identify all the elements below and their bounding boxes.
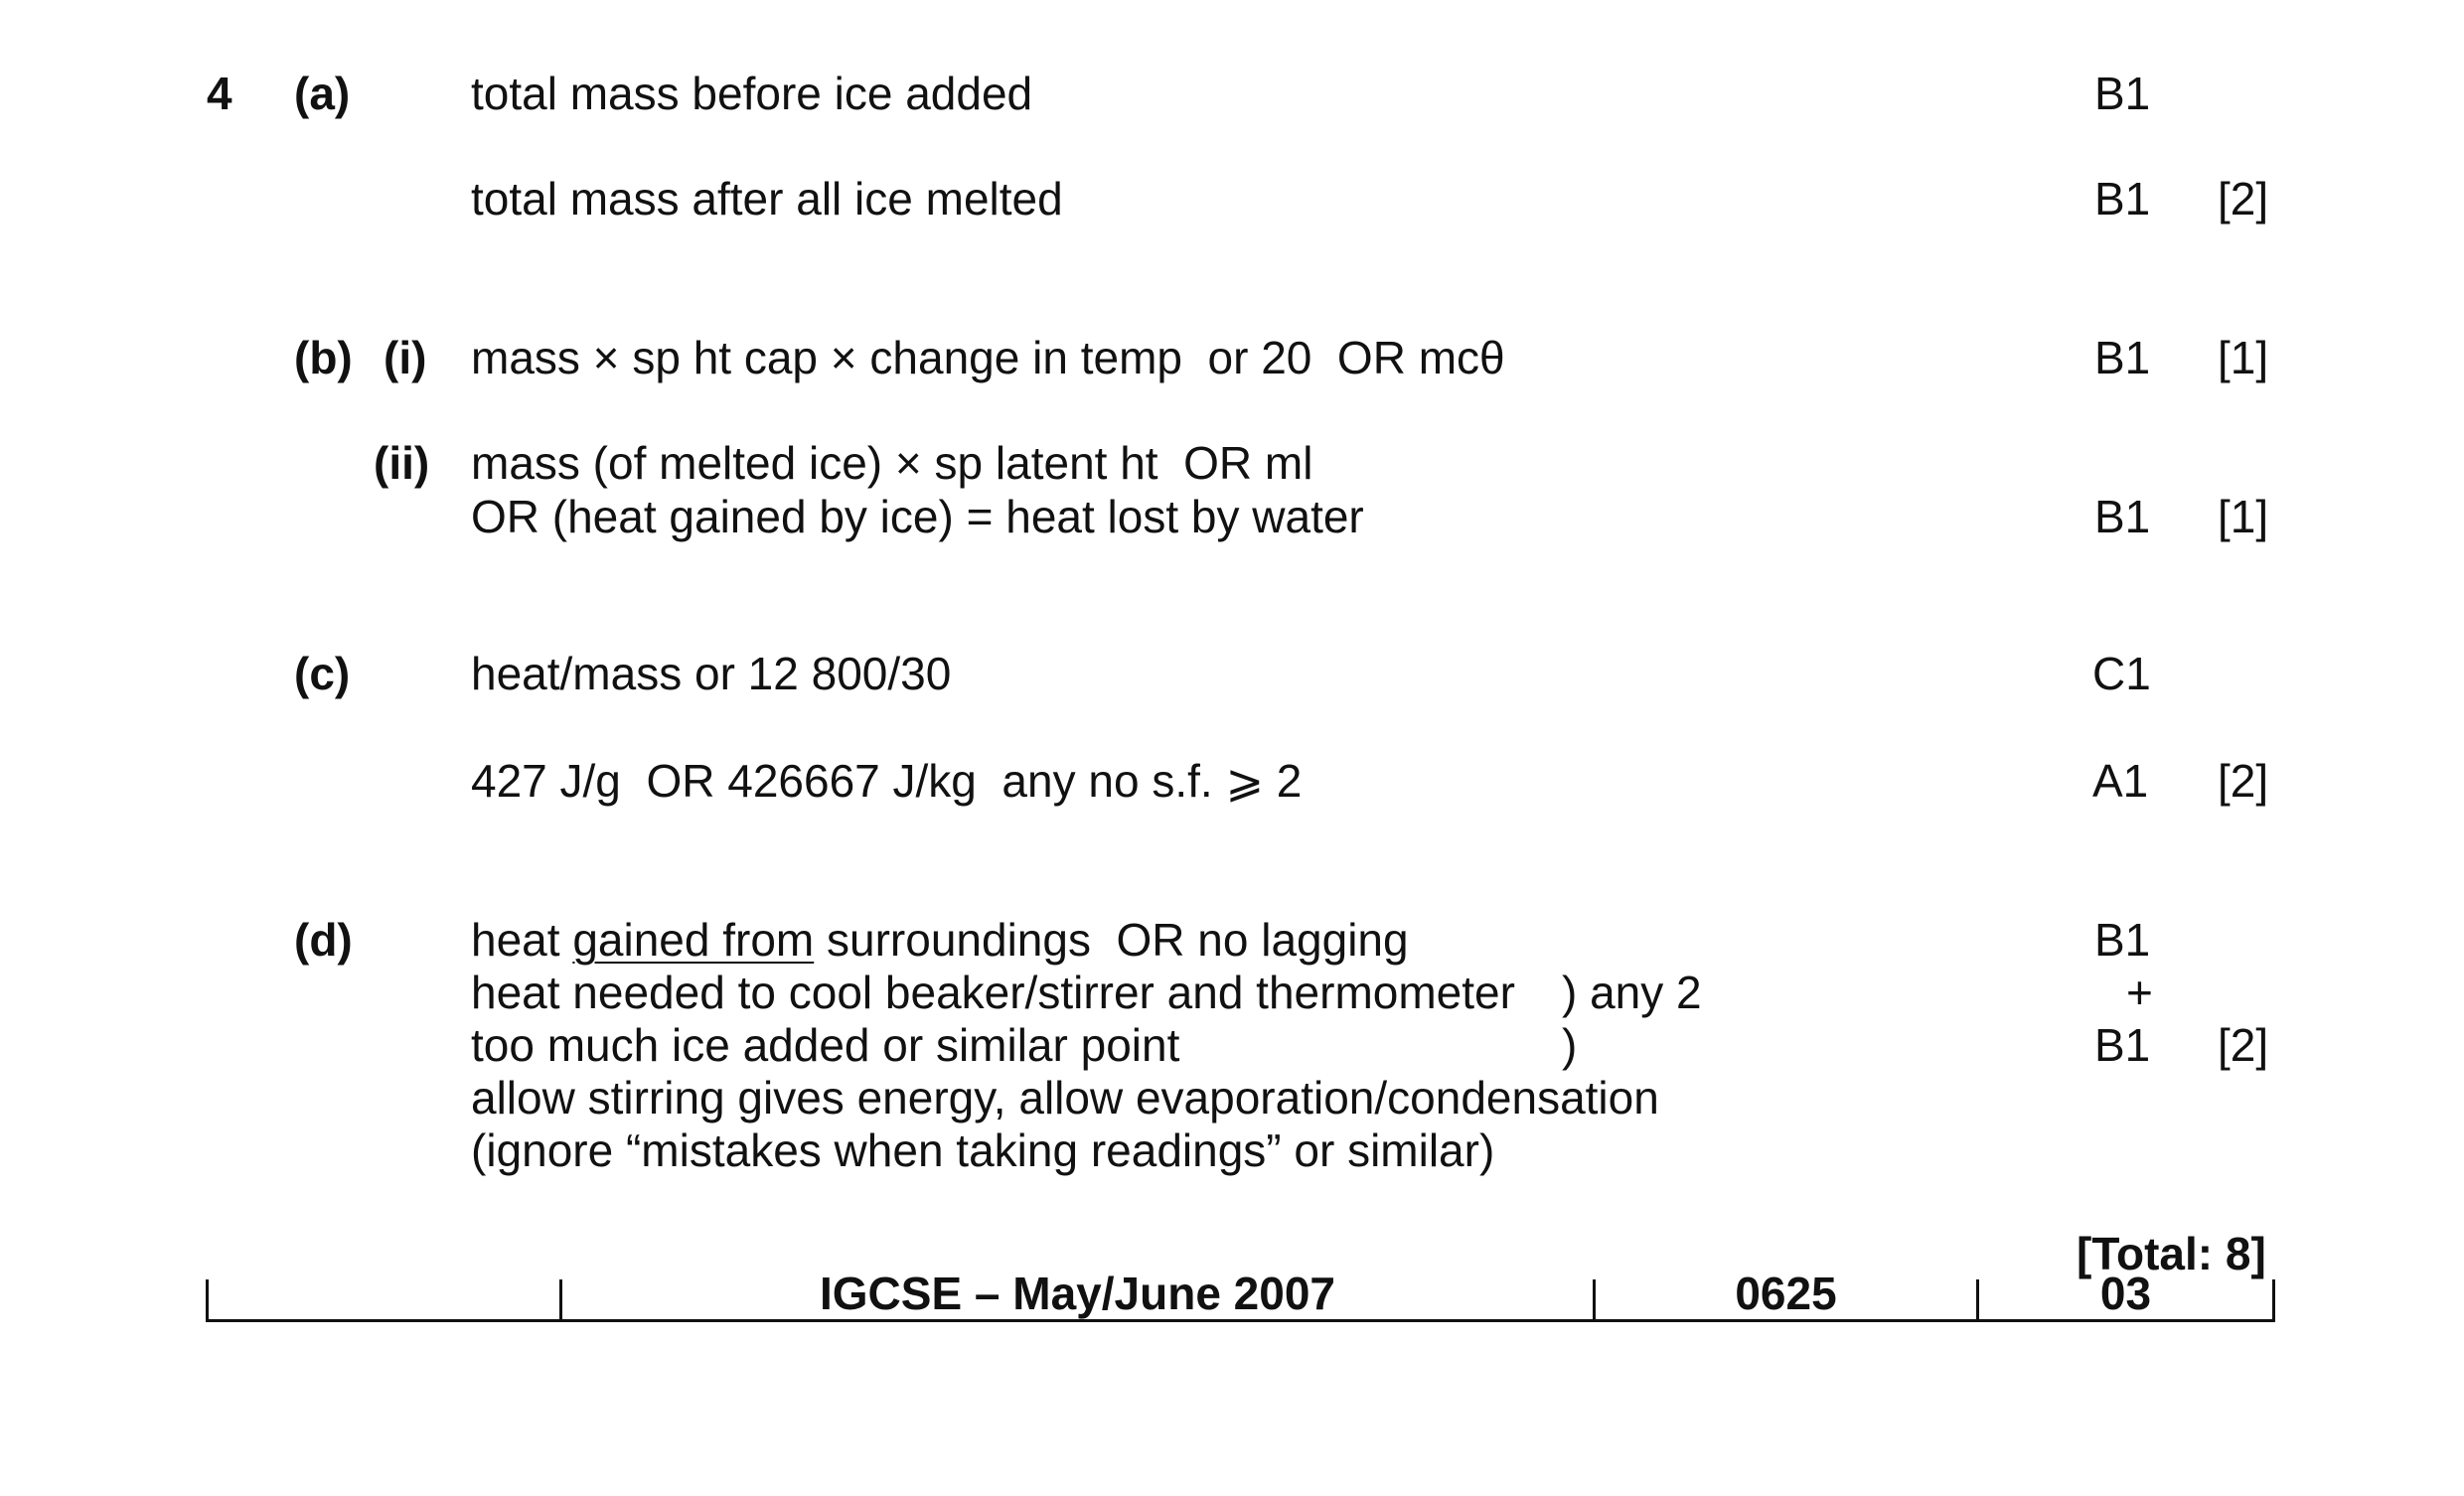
part-b-label: (b): [294, 332, 353, 383]
answer-text: mass × sp ht cap × change in temp or 20 OR mcθ: [471, 332, 1505, 383]
grand-total: [Total: 8]: [2077, 1228, 2266, 1279]
answer-text: allow stirring gives energy, allow evaporation/condensation: [471, 1072, 1659, 1123]
footer-divider: [206, 1279, 209, 1321]
part-total: [1]: [2218, 491, 2269, 542]
mark-code: A1: [2092, 755, 2149, 807]
answer-text: heat needed to cool beaker/stirrer and thermometer: [471, 967, 1515, 1018]
answer-text: mass (of melted ice) × sp latent ht OR ml: [471, 437, 1313, 489]
answer-text: too much ice added or similar point: [471, 1019, 1180, 1071]
footer-divider: [2272, 1279, 2275, 1321]
bracket: ): [1562, 1019, 1578, 1071]
subpart-ii-label: (ii): [374, 437, 430, 489]
answer-text: 427 J/g OR 426667 J/kg any no s.f. ⩾ 2: [471, 755, 1303, 807]
part-a-label: (a): [294, 68, 351, 119]
footer-syllabus: 0625: [1735, 1268, 1837, 1319]
subpart-i-label: (i): [384, 332, 427, 383]
footer-exam: IGCSE – May/June 2007: [819, 1268, 1336, 1319]
answer-text: OR (heat gained by ice) = heat lost by water: [471, 491, 1364, 542]
question-number: 4: [207, 68, 232, 119]
any-two-bracket: ) any 2: [1562, 967, 1702, 1018]
plus-sign: +: [2126, 967, 2153, 1018]
mark-code: B1: [2094, 68, 2151, 119]
mark-code: B1: [2094, 1019, 2151, 1071]
answer-text: total mass before ice added: [471, 68, 1033, 119]
answer-text: heat/mass or 12 800/30: [471, 648, 952, 699]
mark-code: B1: [2094, 914, 2151, 966]
footer-paper: 03: [2099, 1268, 2152, 1319]
part-c-label: (c): [294, 648, 351, 699]
footer-bottom-rule: [206, 1319, 2275, 1322]
part-d-label: (d): [294, 914, 353, 966]
mark-code: C1: [2092, 648, 2151, 699]
part-total: [2]: [2218, 755, 2269, 807]
mark-code: B1: [2094, 173, 2151, 224]
answer-text: (ignore “mistakes when taking readings” or similar): [471, 1124, 1495, 1176]
answer-text: total mass after all ice melted: [471, 173, 1063, 224]
mark-code: B1: [2094, 491, 2151, 542]
part-total: [2]: [2218, 173, 2269, 224]
part-total: [1]: [2218, 332, 2269, 383]
part-total: [2]: [2218, 1019, 2269, 1071]
underlined-emphasis: gained from: [572, 914, 815, 966]
answer-text: heat gained from surroundings OR no lagging: [471, 914, 1409, 966]
mark-code: B1: [2094, 332, 2151, 383]
